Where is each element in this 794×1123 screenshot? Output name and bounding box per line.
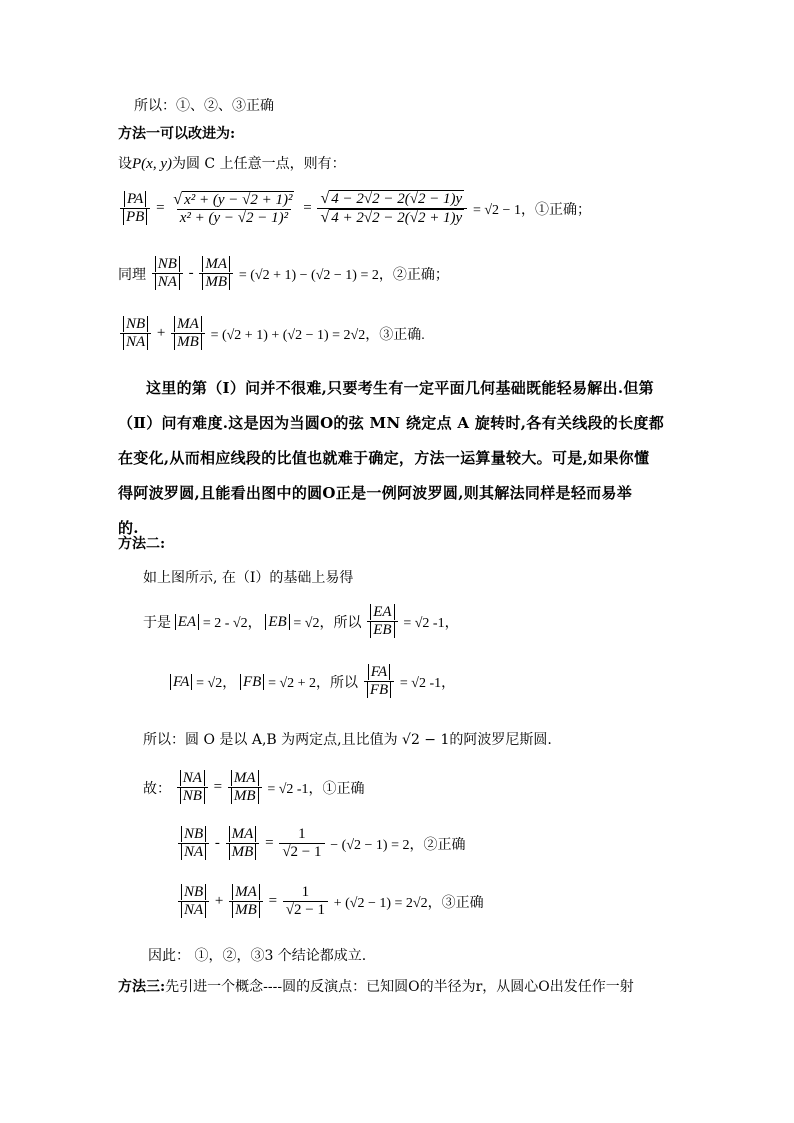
abs-ma: MA (229, 826, 257, 842)
eq1-lhs-fraction (120, 191, 150, 226)
eq3-frac-b (171, 316, 205, 351)
m2l7-result: + (√2 − 1) = 2√2，③正确 (333, 895, 484, 911)
abs-mb: MB (202, 274, 230, 290)
m2l2-eav: = 2 - √2， (202, 615, 262, 631)
m2l5-frac-b (228, 770, 262, 805)
abs-mb: MB (231, 788, 259, 804)
m2l7-op: + (214, 893, 224, 909)
abs-mb: MB (174, 334, 202, 350)
eq1-f2-den: x² + (y − √2 − 1)² (177, 209, 291, 227)
method-two-intro: 如上图所示, 在（Ⅰ）的基础上易得 (143, 570, 354, 586)
method-three-text: 先引进一个概念----圆的反演点：已知圆O的半径为r，从圆心O出发任作一射 (165, 979, 634, 995)
m2l6-op: - (214, 835, 220, 851)
set-text: 设 (118, 156, 132, 172)
para-line-1: 这里的第（Ⅰ）问并不很难,只要考生有一定平面几何基础既能轻易解出.但第 (146, 379, 654, 397)
m2l2-ebv: = √2，所以 (293, 615, 362, 631)
m2l7-c-num: 1 (301, 884, 310, 900)
abs-na: NA (181, 844, 206, 860)
m2l3-result: = √2 -1， (399, 675, 456, 691)
m2l3-frac (364, 664, 394, 699)
abs-ma: MA (232, 884, 260, 900)
eq1-f2-num: x² + (y − √2 + 1)² (184, 191, 293, 208)
m2l2-result: = √2 -1， (403, 615, 459, 631)
m2l3-fav: = √2， (196, 675, 237, 691)
abs-nb: NB (123, 316, 148, 332)
m2l7-c-den: √2 − 1 (283, 901, 328, 919)
eq1-fraction-3: $\frac{√ 4 - 2√2 - 2(√2 - 1)y}{√ 4 + 2√2 - 2(√2 + 1)y}$ (317, 190, 467, 227)
para-line-5: 的. (118, 519, 139, 537)
eq1-result: = √2 − 1，①正确； (472, 202, 591, 218)
eq2-frac-b (199, 256, 233, 291)
abs-ma: MA (202, 256, 230, 272)
abs-na: NA (123, 334, 148, 350)
method-two-line-2 (143, 604, 459, 639)
abs-eb-d: EB (370, 622, 394, 638)
m2l2-prefix: 于是 (143, 615, 171, 631)
eq2-result: = (√2 + 1) − (√2 − 1) = 2，②正确； (238, 267, 449, 283)
eq3-frac-a (120, 316, 151, 351)
equation-2 (118, 256, 449, 291)
m2l7-frac-a (178, 884, 209, 919)
abs-ma: MA (231, 770, 259, 786)
method-three-line (118, 977, 634, 997)
abs-na: NA (180, 770, 205, 786)
abs-nb: NB (181, 826, 206, 842)
m2l7-frac-c (283, 884, 328, 919)
abs-fb-d: FB (367, 682, 391, 698)
method-two-line-6: $\frac{NB}{NA}$ - $\frac{MA}{MB}$ = $\frac{1}{√2 - 1}$ − (√2 − 1) = 2，②正确 (176, 826, 465, 861)
abs-nb: NB (155, 256, 180, 272)
abs-nb: NB (181, 884, 206, 900)
abs-fb: FB (240, 674, 264, 690)
eq2-prefix: 同理 (118, 267, 146, 283)
m2l6-c-den: √2 − 1 (279, 843, 324, 861)
m2l5-prefix: 故： (143, 781, 171, 797)
m2l5-eq: = (213, 779, 223, 795)
equation-3 (118, 316, 425, 351)
m2l6-frac-c (279, 826, 324, 861)
m2l5-frac-a (177, 770, 208, 805)
eq1-fraction-2: $\frac{\text{√ x² + (y − √2 + 1)²}}{\text{x² + (y − √2 − 1)²}}$ (173, 190, 293, 226)
set-text-2: 为圆 C 上任意一点，则有： (171, 156, 346, 172)
m2l6-c-num: 1 (298, 826, 306, 842)
eq2-frac-a (152, 256, 183, 291)
m2l6-frac-b (226, 826, 260, 861)
abs-ma: MA (174, 316, 202, 332)
m2l5-result: = √2 -1，①正确 (267, 781, 365, 797)
point-expr: P(x, y) (132, 156, 172, 172)
abs-na: NA (155, 274, 180, 290)
abs-ea-n: EA (370, 604, 394, 620)
method-two-line-5 (143, 770, 365, 805)
para-line-3: 在变化,从而相应线段的比值也就难于确定，方法一运算量较大。可是,如果你懂 (118, 449, 650, 467)
m2l6-frac-a (178, 826, 209, 861)
abs-mb: MB (232, 902, 260, 918)
method-two-heading: 方法二: (118, 536, 166, 552)
eq2-op: - (188, 265, 194, 281)
method-three-heading: 方法三: (118, 979, 166, 995)
m2l3-fbv: = √2 + 2，所以 (268, 675, 359, 691)
method-two-conclusion: 因此： ①，②，③3 个结论都成立. (148, 948, 367, 964)
m2l2-frac (367, 604, 397, 639)
abs-pb: PB (123, 209, 147, 225)
m2l7-frac-b (229, 884, 263, 919)
eq1-f3-num: 4 − 2√2 − 2(√2 − 1)y (331, 191, 463, 207)
abs-fa: FA (170, 674, 192, 690)
set-point-line (118, 154, 346, 174)
para-line-4: 得阿波罗圆,且能看出图中的圆O正是一例阿波罗圆,则其解法同样是轻而易举 (118, 484, 633, 502)
method-two-line-7: $\frac{NB}{NA}$ + $\frac{MA}{MB}$ = $\frac{1}{√2 - 1}$ + (√2 − 1) = 2√2，③正确 (176, 884, 484, 919)
abs-ea: EA (175, 614, 199, 630)
abs-eb: EB (265, 614, 289, 630)
method-one-heading: 方法一可以改进为: (118, 126, 236, 142)
abs-pa: PA (124, 191, 146, 207)
m2l6-result: − (√2 − 1) = 2，②正确 (330, 837, 466, 853)
abs-fa-n: FA (368, 664, 390, 680)
method-two-line-4: 所以：圆 O 是以 A,B 为两定点,且比值为 √2 − 1的阿波罗尼斯圆. (143, 732, 552, 748)
abs-mb: MB (229, 844, 257, 860)
abs-na: NA (181, 902, 206, 918)
eq3-result: = (√2 + 1) + (√2 − 1) = 2√2，③正确. (210, 327, 425, 343)
conclusion-line-1: 所以：①、②、③正确 (134, 98, 274, 114)
eq1-f3-den: 4 + 2√2 − 2(√2 + 1)y (331, 210, 463, 226)
equation-1: $\frac{PA}{PB}$ = $\frac{\text{√ x² + (y − √2 + 1)²}}{\text{x² + (y − √2 − 1)²}}$ = $\frac{√ 4 - 2√2 - 2(√2 - 1)y}{√ 4 + 2√2 - 2(√2 + 1)y}$ = √2 − 1，①正确； (118, 190, 591, 227)
eq3-op: + (156, 325, 166, 341)
abs-nb: NB (180, 788, 205, 804)
para-line-2: （Ⅱ）问有难度.这是因为当圆O的弦 MN 绕定点 A 旋转时,各有关线段的长度都 (118, 414, 664, 432)
method-two-line-3 (170, 664, 455, 699)
